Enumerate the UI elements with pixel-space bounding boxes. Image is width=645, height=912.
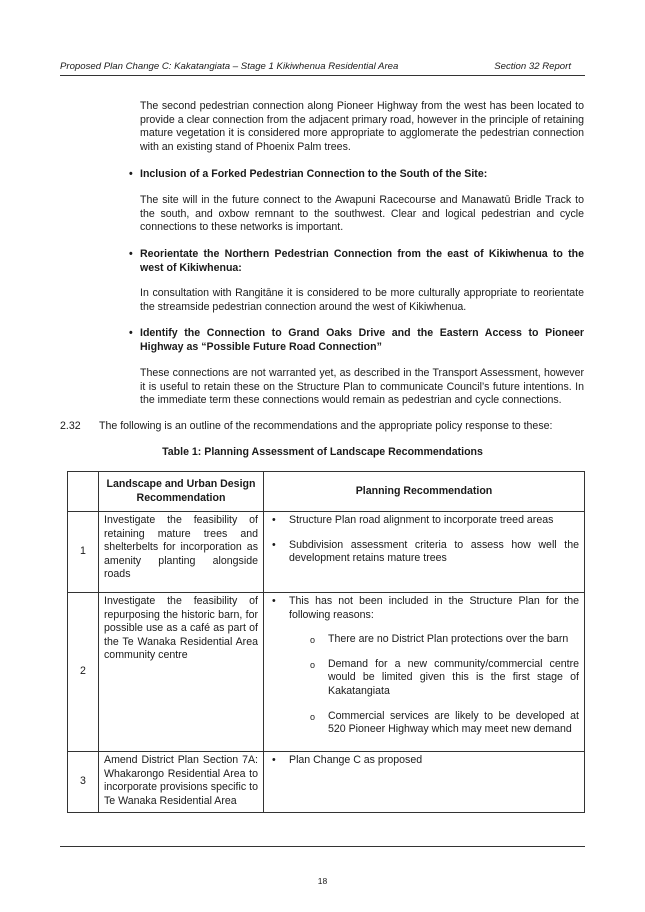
bullet-icon: •	[129, 248, 133, 260]
bullet-heading-reorientate: • Reorientate the Northern Pedestrian Connection from the east of Kikiwhenua to the west of Kikiwhenua:	[129, 248, 584, 274]
planning-assessment-table	[67, 471, 585, 813]
table-header-row	[68, 472, 585, 512]
row-planning	[264, 512, 585, 593]
row-number: 3	[68, 752, 99, 813]
section-text: The following is an outline of the recommendations and the appropriate policy response to these:	[99, 420, 553, 432]
row-planning	[264, 752, 585, 813]
planning-sub-bullet: o Commercial services are likely to be developed at 520 Pioneer Highway which may meet new demand	[310, 709, 579, 736]
planning-bullet: • Plan Change C as proposed	[272, 754, 423, 766]
planning-bullet: • Subdivision assessment criteria to assess how well the development retains mature trees	[272, 538, 579, 565]
bullet-icon: •	[129, 168, 133, 180]
table-header-num	[68, 472, 99, 512]
planning-sub-bullet: o There are no District Plan protections over the barn	[270, 633, 579, 647]
circle-bullet-icon: o	[310, 711, 316, 722]
table-row	[68, 593, 585, 752]
row-recommendation: Investigate the feasibility of repurposing the historic barn, for possible use as a café as part of the Te Wanaka Residential Area community centre	[99, 593, 264, 752]
document-title: Proposed Plan Change C: Kakatangiata – Stage 1 Kikiwhenua Residential Area	[60, 61, 399, 72]
table-row	[68, 512, 585, 593]
planning-sub-bullet: o Demand for a new community/commercial centre would be limited given this is the first stage of Kakatangiata	[310, 657, 579, 697]
row-number: 1	[68, 512, 99, 593]
row-recommendation: Amend District Plan Section 7A: Whakarongo Residential Area to incorporate provisions specific to Te Wanaka Residential Area	[99, 752, 264, 813]
bullet-icon: •	[129, 327, 133, 339]
row-planning	[264, 593, 585, 752]
table-header-planning: Planning Recommendation	[264, 472, 585, 512]
bullet-icon: •	[272, 514, 276, 526]
intro-paragraph: The second pedestrian connection along Pioneer Highway from the west has been located to provide a clear connection from the adjacent primary road, however in the principle of retaining mature vegetation it is considered more appropriate to agglomerate the pedestrian connection with an existing stand of Phoenix Palm trees.	[140, 100, 584, 153]
bullet-icon: •	[272, 538, 276, 551]
footer-divider	[60, 846, 585, 847]
row-number: 2	[68, 593, 99, 752]
planning-bullet: • Structure Plan road alignment to incorporate treed areas	[272, 514, 554, 526]
bullet-icon: •	[272, 595, 276, 607]
circle-bullet-icon: o	[310, 659, 316, 670]
page-number: 18	[317, 876, 328, 886]
bullet-paragraph-forked-connection: The site will in the future connect to the Awapuni Racecourse and Manawatū Bridle Track to the south, and oxbow remnant to the southwest. Clear and logical pedestrian and cycle connections to these networks is important.	[140, 194, 584, 234]
bullet-heading-forked-connection: • Inclusion of a Forked Pedestrian Connection to the South of the Site:	[129, 168, 488, 180]
section-label: Section 32 Report	[494, 61, 571, 72]
bullet-icon: •	[272, 754, 276, 766]
page-header	[60, 60, 585, 76]
bullet-heading-grand-oaks: • Identify the Connection to Grand Oaks Drive and the Eastern Access to Pioneer Highway as “Possible Future Road Connection”	[129, 327, 584, 353]
row-recommendation: Investigate the feasibility of retaining mature trees and shelterbelts for incorporation as amenity planting alongside roads	[99, 512, 264, 593]
bullet-paragraph-reorientate: In consultation with Rangitāne it is considered to be more culturally appropriate to reorientate the streamside pedestrian connection around the west of Kikiwhenua.	[140, 287, 584, 313]
table-title: Table 1: Planning Assessment of Landscape Recommendations	[162, 446, 483, 458]
table-header-recommendation: Landscape and Urban Design Recommendation	[99, 472, 264, 512]
table-row	[68, 752, 585, 813]
bullet-paragraph-grand-oaks: These connections are not warranted yet, as described in the Transport Assessment, however it is useful to retain these on the Structure Plan to communicate Council’s future intentions. In the immediate term these connections would remain as pedestrian and cycle connections.	[140, 367, 584, 407]
circle-bullet-icon: o	[310, 635, 316, 646]
planning-bullet: • This has not been included in the Structure Plan for the following reasons:	[272, 595, 579, 621]
section-number: 2.32	[60, 420, 81, 432]
